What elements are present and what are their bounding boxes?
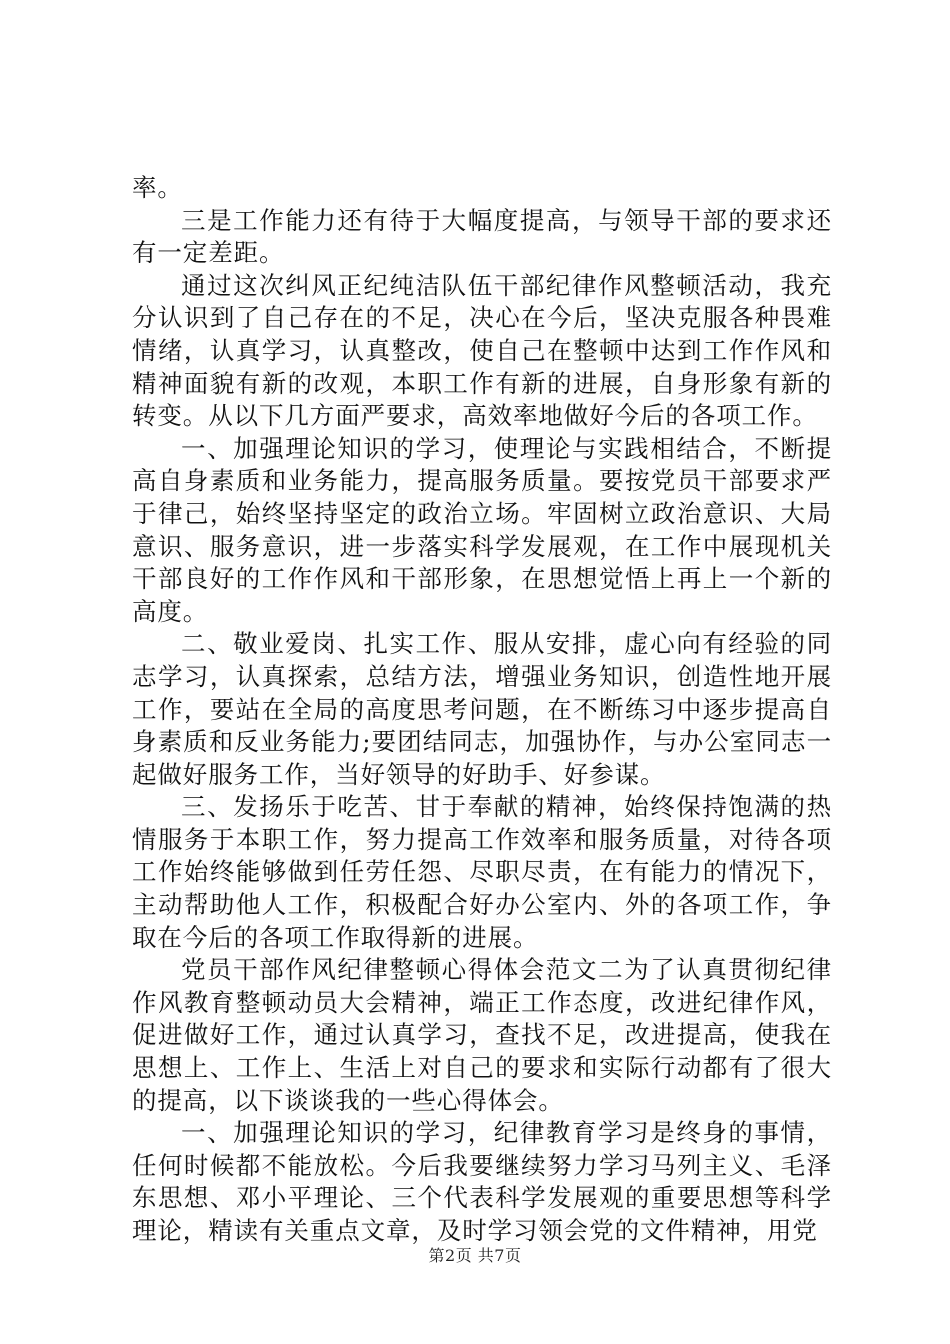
document-body	[132, 172, 832, 1248]
paragraph-6: 三、发扬乐于吃苦、甘于奉献的精神，始终保持饱满的热情服务于本职工作，努力提高工作效率和服务质量，对待各项工作始终能够做到任劳任怨、尽职尽责，在有能力的情况下，主动帮助他人工作，积极配合好办公室内、外的各项工作，争取在今后的各项工作取得新的进展。	[132, 792, 832, 952]
page-footer	[0, 1243, 950, 1266]
paragraph-8: 一、加强理论知识的学习，纪律教育学习是终身的事情，任何时候都不能放松。今后我要继续努力学习马列主义、毛泽东思想、邓小平理论、三个代表科学发展观的重要思想等科学理论，精读有关重点文章，及时学习领会党的文件精神，用党	[132, 1118, 832, 1245]
paragraph-3: 通过这次纠风正纪纯洁队伍干部纪律作风整顿活动，我充分认识到了自己存在的不足，决心在今后，坚决克服各种畏难情绪，认真学习，认真整改，使自己在整顿中达到工作作风和精神面貌有新的改观，本职工作有新的进展，自身形象有新的转变。从以下几方面严要求，高效率地做好今后的各项工作。	[132, 270, 832, 431]
paragraph-1: 率。	[132, 173, 183, 202]
paragraph-5: 二、敬业爱岗、扎实工作、服从安排，虚心向有经验的同志学习，认真探索，总结方法，增强业务知识，创造性地开展工作，要站在全局的高度思考问题，在不断练习中逐步提高自身素质和反业务能力;要团结同志，加强协作，与办公室同志一起做好服务工作，当好领导的好助手、好参谋。	[132, 629, 832, 789]
paragraph-7: 党员干部作风纪律整顿心得体会范文二为了认真贯彻纪律作风教育整顿动员大会精神，端正工作态度，改进纪律作风，促进做好工作，通过认真学习，查找不足，改进提高，使我在思想上、工作上、生活上对自己的要求和实际行动都有了很大的提高，以下谈谈我的一些心得体会。	[132, 955, 832, 1115]
page-indicator: 第2页 共7页	[428, 1246, 522, 1265]
paragraph-2: 三是工作能力还有待于大幅度提高，与领导干部的要求还有一定差距。	[132, 205, 832, 268]
paragraph-4: 一、加强理论知识的学习，使理论与实践相结合，不断提高自身素质和业务能力，提高服务质量。要按党员干部要求严于律己，始终坚持坚定的政治立场。牢固树立政治意识、大局意识、服务意识，进一步落实科学发展观，在工作中展现机关干部良好的工作作风和干部形象，在思想觉悟上再上一个新的高度。	[132, 433, 832, 626]
